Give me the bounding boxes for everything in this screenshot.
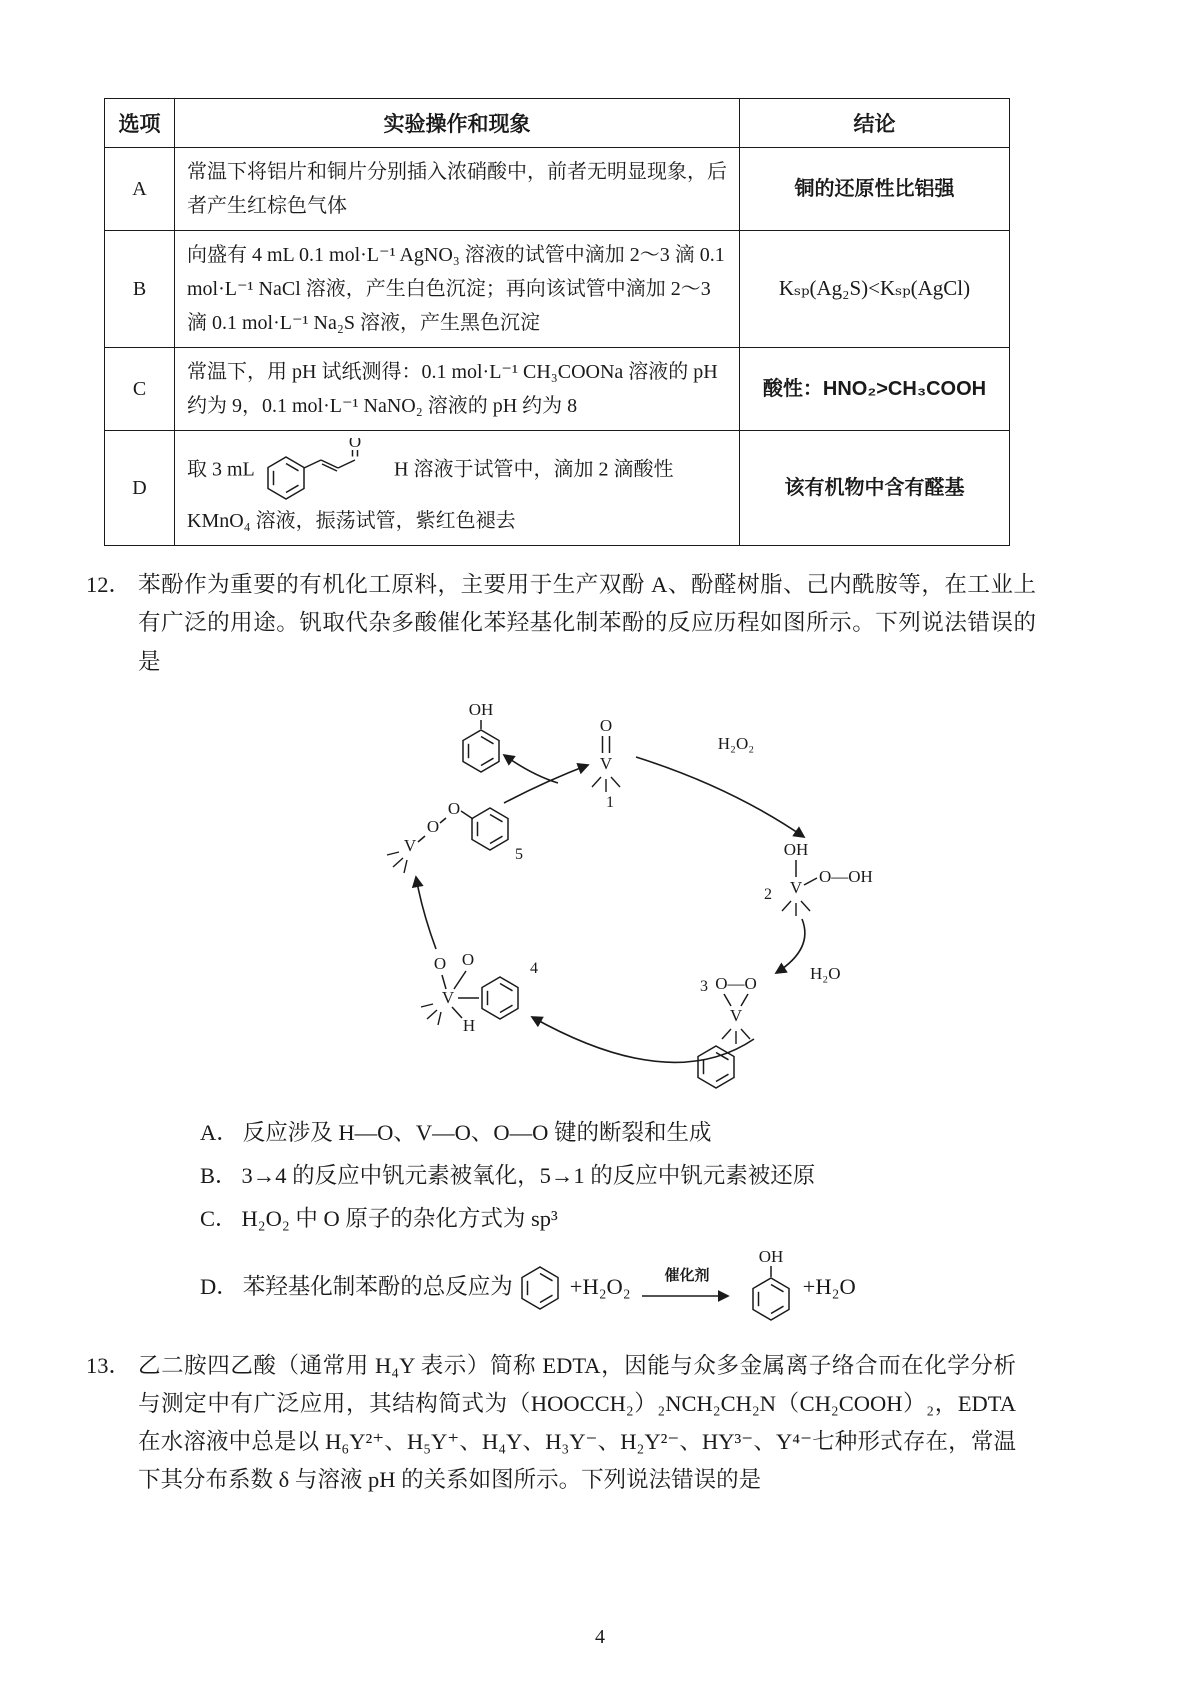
question-13	[86, 1347, 1016, 1500]
oh-label: OH	[758, 1246, 783, 1266]
option-c	[200, 1200, 1036, 1238]
v-label: V	[441, 987, 455, 1007]
v-bonds-icon	[421, 1004, 441, 1025]
o-label: O	[461, 949, 475, 969]
state-number: 4	[530, 959, 538, 977]
oh-label: OH	[783, 839, 809, 859]
o-label: O	[447, 798, 461, 818]
v-bonds-icon	[722, 1029, 750, 1044]
benzene-ring-icon	[472, 808, 508, 850]
cinnamaldehyde-structure	[263, 438, 385, 504]
option-text: 苯羟基化制苯酚的总反应为	[242, 1274, 513, 1299]
o-o-label: O—O	[715, 973, 757, 993]
question-number: 12．	[86, 572, 132, 597]
option-text: 3→4 的反应中钒元素被氧化，5→1 的反应中钒元素被还原	[241, 1163, 816, 1188]
conclusion-cell: Kₛₚ(Ag₂S)<Kₛₚ(AgCl)	[740, 231, 1010, 348]
option-letter: B	[105, 231, 175, 348]
question-body	[138, 566, 1036, 1327]
benzene-reactant-structure	[517, 1263, 563, 1311]
question-stem: 乙二胺四乙酸（通常用 H₄Y 表示）简称 EDTA，因能与众多金属离子络合而在化学分析与测定中有广泛应用，其结构简式为（HOOCCH₂）₂NCH₂CH₂N（CH₂COOH）₂，EDTA 在水溶液中总是以 H₆Y²⁺、H₅Y⁺、H₄Y、H₃Y⁻、H₂Y²⁻、HY³⁻、Y⁴⁻七种形式存在，常温下其分布系数 δ 与溶液 pH 的关系如图所示。下列说法错误的是	[138, 1352, 1016, 1493]
conclusion-cell: 该有机物中含有醛基	[740, 431, 1010, 546]
o-oh-label: O—OH	[819, 866, 873, 886]
arrow-2-to-3	[776, 919, 805, 973]
h2o-label: H₂O	[810, 963, 841, 983]
state-number: 3	[700, 977, 708, 995]
header-conclusion: 结论	[740, 99, 1010, 148]
oh-label: OH	[468, 699, 494, 719]
arrow-1-to-2	[636, 757, 804, 837]
operation-cell: 向盛有 4 mL 0.1 mol·L⁻¹ AgNO₃ 溶液的试管中滴加 2～3 滴 0.1 mol·L⁻¹ NaCl 溶液，产生白色沉淀；再向该试管中滴加 2～3 滴 0.1 mol·L⁻¹ Na₂S 溶液，产生黑色沉淀	[175, 231, 740, 348]
o-label: O	[433, 953, 447, 973]
arrow-5-to-1	[504, 765, 588, 803]
o-label: O	[426, 816, 440, 836]
table-row-b	[105, 231, 1010, 348]
state-number: 5	[515, 845, 523, 863]
catalytic-cycle-diagram	[376, 687, 1036, 1109]
carbonyl-o-label: O	[348, 438, 362, 451]
arrow-3-to-4	[532, 1017, 754, 1062]
benzene-ring-icon	[463, 730, 499, 772]
conclusion-cell: 铜的还原性比铝强	[740, 148, 1010, 231]
benzene-ring-icon	[482, 977, 518, 1019]
v-state-4	[421, 950, 538, 1035]
page-content	[86, 98, 1036, 1500]
o-label: O	[599, 715, 613, 735]
state-number: 2	[764, 885, 772, 903]
option-label: C．	[200, 1206, 238, 1232]
option-text: H₂O₂ 中 O 原子的杂化方式为 sp³	[241, 1206, 558, 1232]
operation-cell: 常温下将铝片和铜片分别插入浓硝酸中，前者无明显现象，后者产生红棕色气体	[175, 148, 740, 231]
v-label: V	[599, 753, 613, 773]
phenol-molecule	[463, 700, 499, 772]
question-12	[86, 566, 1036, 1327]
table-row-c	[105, 348, 1010, 431]
v-state-1	[592, 716, 620, 811]
option-d	[200, 1247, 1036, 1327]
table-header-row	[105, 99, 1010, 148]
conclusion-cell: 酸性：HNO₂>CH₃COOH	[740, 348, 1010, 431]
operation-cell: 常温下，用 pH 试纸测得：0.1 mol·L⁻¹ CH₃COONa 溶液的 pH 约为 9，0.1 mol·L⁻¹ NaNO₂ 溶液的 pH 约为 8	[175, 348, 740, 431]
option-letter: C	[105, 348, 175, 431]
v-state-2	[764, 840, 873, 916]
arrow-4-to-5	[416, 877, 436, 949]
option-letter: D	[105, 431, 175, 546]
option-label: D．	[200, 1274, 239, 1299]
v-state-5	[387, 799, 523, 873]
operation-prefix: 取 3 mL	[187, 458, 255, 481]
v-bonds-icon	[592, 777, 620, 792]
option-letter: A	[105, 148, 175, 231]
v-state-3	[700, 974, 757, 1044]
option-label: A．	[200, 1119, 239, 1145]
catalyst-label: 催化剂	[664, 1266, 710, 1284]
phenol-product-structure	[746, 1247, 796, 1327]
h-label: H	[462, 1015, 476, 1035]
v-bonds-icon	[782, 901, 810, 916]
table-row-d	[105, 431, 1010, 546]
option-b	[200, 1157, 1036, 1195]
page-number: 4	[595, 1626, 605, 1648]
question-stem: 苯酚作为重要的有机化工原料，主要用于生产双酚 A、酚醛树脂、己内酰胺等，在工业上有广泛的用途。钒取代杂多酸催化苯羟基化制苯酚的反应历程如图所示。下列说法错误的是	[138, 572, 1036, 674]
option-a	[200, 1114, 1036, 1152]
option-label: B．	[200, 1163, 238, 1188]
question-body	[138, 1347, 1016, 1500]
v-label: V	[403, 835, 417, 855]
h2o2-label: H₂O₂	[717, 733, 755, 753]
header-option: 选项	[105, 99, 175, 148]
question-number: 13．	[86, 1352, 132, 1378]
option-text: 反应涉及 H—O、V—O、O—O 键的断裂和生成	[242, 1119, 712, 1145]
plus-h2o: +H₂O	[802, 1274, 856, 1299]
experiment-conclusion-table	[104, 98, 1010, 546]
operation-suffix: H 溶液于试管中，滴加 2 滴酸性 KMnO₄ 溶液，振荡试管，紫红色褪去	[187, 458, 674, 532]
state-number: 1	[606, 793, 614, 811]
arrow-to-phenol	[504, 755, 558, 783]
catalyst-arrow	[638, 1264, 738, 1310]
operation-cell	[175, 431, 740, 546]
v-label: V	[729, 1005, 743, 1025]
v-label: V	[789, 877, 803, 897]
v-bonds-icon	[387, 852, 407, 873]
header-operation: 实验操作和现象	[175, 99, 740, 148]
table-row-a	[105, 148, 1010, 231]
plus-h2o2: +H₂O₂	[569, 1274, 631, 1299]
